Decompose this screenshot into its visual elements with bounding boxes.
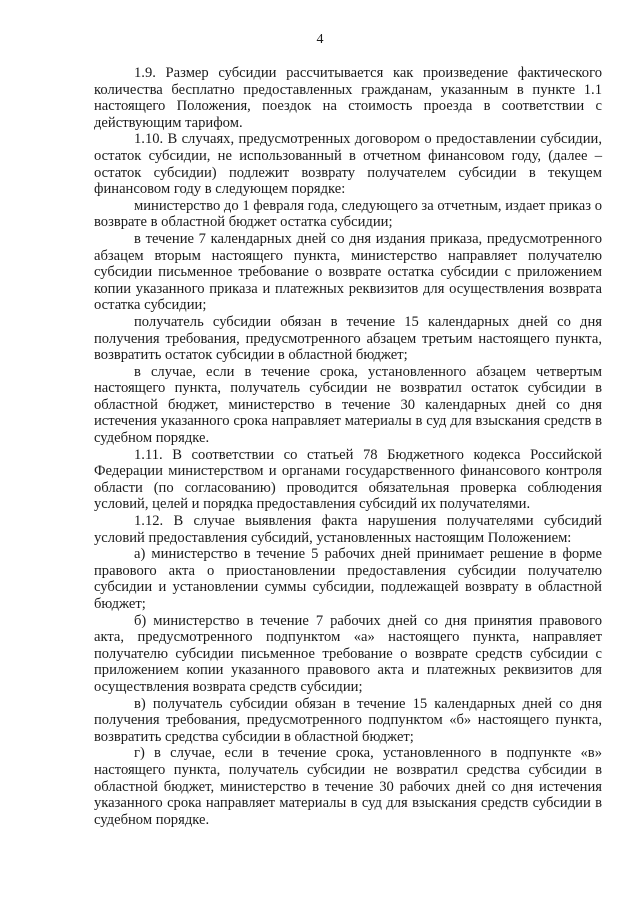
paragraph-1-12-a: а) министерство в течение 5 рабочих дней принимает решение в форме правового акта о приостановлении предоставления субсидии получателю субсидии и установлении суммы субсидии, подлежащей возврату в областной бюджет; (94, 546, 602, 612)
paragraph-1-12: 1.12. В случае выявления факта нарушения получателями субсидий условий предоставления субсидий, установленных настоящим Положением: (94, 513, 602, 546)
paragraph-1-10-step-1: министерство до 1 февраля года, следующего за отчетным, издает приказ о возврате в областной бюджет остатка субсидии; (94, 197, 602, 231)
paragraph-1-10: 1.10. В случаях, предусмотренных договором о предоставлении субсидии, остаток субсидии, не использованный в отчетном финансовом году, (далее – остаток субсидии) подлежит возврату получателем субсидии в текущем финансовом году в следующем порядке: (94, 131, 602, 198)
paragraph-1-10-step-2: в течение 7 календарных дней со дня издания приказа, предусмотренного абзацем вторым настоящего пункта, министерство направляет получателю субсидии письменное требование о возврате остатка субсидии с приложением копии указанного приказа и платежных реквизитов для осуществления возврата остатка субсидии; (94, 230, 602, 314)
paragraph-1-12-b: б) министерство в течение 7 рабочих дней со дня принятия правового акта, предусмотренного подпунктом «а» настоящего пункта, направляет получателю субсидии письменное требование о возврате средств субсидии с приложением копии указанного правового акта и платежных реквизитов для осуществления возврата средств субсидии; (94, 612, 602, 695)
paragraph-1-12-g: г) в случае, если в течение срока, установленного в подпункте «в» настоящего пункта, получатель субсидии не возвратил средства субсидии в областной бюджет, министерство в течение 30 рабочих дней со дня истечения указанного срока направляет материалы в суд для взыскания средств субсидии в судебном порядке. (94, 745, 602, 828)
document-body (94, 65, 602, 828)
page-number: 4 (316, 32, 324, 47)
paragraph-1-10-step-3: получатель субсидии обязан в течение 15 календарных дней со дня получения требования, предусмотренного абзацем третьим настоящего пункта, возвратить остаток субсидии в областной бюджет; (94, 313, 602, 364)
paragraph-1-11: 1.11. В соответствии со статьей 78 Бюджетного кодекса Российской Федерации министерством и органами государственного финансового контроля области (по согласованию) проводится обязательная проверка соблюдения условий, целей и порядка предоставления субсидий их получателями. (94, 446, 602, 513)
paragraph-1-9: 1.9. Размер субсидии рассчитывается как произведение фактического количества бесплатно предоставленных гражданам, указанным в пункте 1.1 настоящего Положения, поездок на стоимость проезда в соответствии с действующим тарифом. (94, 65, 602, 131)
paragraph-1-10-step-4: в случае, если в течение срока, установленного абзацем четвертым настоящего пункта, получатель субсидии не возвратил остаток субсидии в областной бюджет, министерство в течение 30 календарных дней со дня истечения указанного срока направляет материалы в суд для взыскания средств в судебном порядке. (94, 363, 602, 447)
paragraph-1-12-v: в) получатель субсидии обязан в течение 15 календарных дней со дня получения требования, предусмотренного подпунктом «б» настоящего пункта, возвратить средства субсидии в областной бюджет; (94, 695, 602, 745)
